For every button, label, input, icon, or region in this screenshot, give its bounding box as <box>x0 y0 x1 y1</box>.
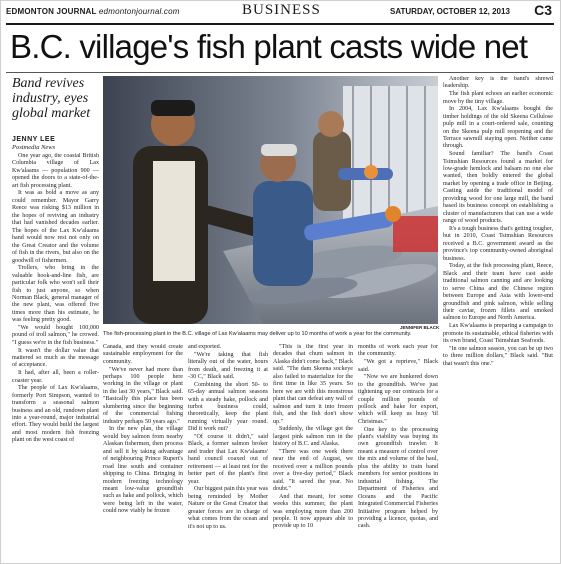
section-name: BUSINESS <box>242 2 321 18</box>
byline-author: JENNY LEE <box>12 136 56 143</box>
masthead-rule <box>6 23 554 25</box>
paragraph: One key to the processing plant's viability was buying its own groundfish trawler. It meant a measure of control over the mix and volume of the haul, plus the ability to train band members for senior positions in industrial fishing. The Department of Fisheries and Oceans and the Pacific Integrated Commercial Fisheries Initiative program helped by providing a licence, quotas, and cash. <box>358 426 438 530</box>
paragraph: "We would bought 100,000 pound of troll salmon," he crowed. "I guess we're in the fish business." <box>12 324 99 346</box>
headline: B.C. village's fish plant casts wide net <box>10 28 528 65</box>
article-column-2 <box>103 344 183 561</box>
article-column-3 <box>188 344 268 561</box>
paragraph: and exported. <box>188 344 222 350</box>
paragraph: It was as bold a move as any could remember. Mayor Garry Reece was risking $13 million in the hopes of reviving an industry that had vanished decades earlier. The hopes of the Lax Kw'alaams band would now rest not only on the Great Creator and the volume of fish in the rivers, but also on the goodwill of fishermen. <box>12 190 99 264</box>
paragraph: Canada, and they would create sustainable employment for the community. <box>103 344 183 365</box>
byline-source: Postmedia News <box>12 144 56 151</box>
paragraph: It had, after all, been a roller-coaster year. <box>12 370 99 384</box>
paragraph: "We got a reprieve," Black said. <box>358 359 438 373</box>
paragraph: Today, at the fish processing plant, Reece, Black and their team have cast aside traditional salmon canning and are looking to serve China and the Chinese region between Europe and Asia with lower-end groundfish and pink salmon, while selling their caviar, frozen fillets and smoked salmon to Europe and North America. <box>443 263 553 322</box>
paragraph: It's a tough business that's getting tougher, but in 2010, Coast Tsimshian Resources received a B.C. government award as the province's top community-owned aboriginal business. <box>443 225 553 262</box>
paragraph: "Now we are hunkered down to the groundfish. We've just tightening up our contracts for a couple million pounds of pollock and hake for export, which will keep us busy 'til Christmas." <box>358 374 438 425</box>
paragraph: Lax Kw'alaams is preparing a campaign to promote its sustainable, ethical fisheries with its own brand, Coast Tsimshian Seafoods. <box>443 323 553 344</box>
masthead <box>6 2 554 24</box>
photo-credit: JENNIFER BLACK <box>400 325 440 330</box>
paragraph: In 2004, Lax Kw'alaams bought the timber holdings of the old Skeena Cellulose pulp mill in a court-ordered sale, counting on the Skeena pulp mill reopening and the Terrace sawmill staying open. Neither came through. <box>443 106 553 150</box>
article-column-4 <box>273 344 353 561</box>
paragraph: The people of Lax Kw'alaams, formerly Port Simpson, wanted to transform a seasonal salmon business and an old, rundown plant into a year-round, major industrial effort. They would build the largest and most modern fish freezing plant on the west coast of <box>12 385 99 444</box>
paragraph: months of work each year for the community. <box>358 344 438 358</box>
news-photo <box>103 76 438 324</box>
photo-illustration <box>103 76 438 324</box>
photo-caption: The fish-processing plant in the B.C. village of Lax Kw'alaams may deliver up to 10 months of work a year for the community. <box>103 331 412 337</box>
masthead-url[interactable]: edmontonjournal.com <box>98 7 180 16</box>
paragraph: "Of course it didn't," said Black, a former salmon broker and trader that Lax Kw'alaams' band council coaxed out of retirement — at least not for the better part of the plant's first year. <box>188 434 268 485</box>
paragraph: "We're taking that fish literally out of the water, hours from death, and freezing it at -30 C," Black said. <box>188 351 268 380</box>
paragraph: And that meant, for some weeks this summer, the plant was employing more than 200 people. It now appears able to provide up to 10 <box>273 493 353 530</box>
paragraph: Our biggest pain this year was being reminded by Mother Nature or the Great Creator that greater forces are in charge of what comes from the ocean and it's not up to us. <box>188 486 268 530</box>
paragraph: "This is the first year in decades that chum salmon in Alaska didn't come back," Black said. "The dam Skeena sockeye also failed to materialize for the first time in like 35 years. So here we are with this monstrous plant that can defeat any wall of salmon and turn it into frozen fish, and the fish don't show up." <box>273 344 353 425</box>
paragraph: Another key is the band's shrewd leadership. <box>443 76 553 90</box>
paragraph: "We've never had more than perhaps 100 people here working in the village or plant in the last 30 years," Black said. "Basically this place has been slumbering since the beginning of the commercial fishing industry perhaps 50 years ago." <box>103 366 183 425</box>
article-column-1 <box>12 153 99 561</box>
page-number: C3 <box>534 2 552 18</box>
masthead-paper <box>6 7 180 16</box>
headline-rule <box>6 72 554 73</box>
article-column-6 <box>443 76 553 561</box>
paragraph: In the new plan, the village would buy salmon from nearby Alaskan fishermen, then process and sell it by taking advantage of neighbouring Prince Rupert's road line south and container shipping to China. Bringing in modern freezing technology meant low-value groundfish such as hake and pollock, which were being left in the water, could now viably be frozen <box>103 426 183 515</box>
paragraph: Suddenly, the village got the largest pink salmon run in the history of B.C. and Alaska. <box>273 426 353 448</box>
paragraph: One year ago, the coastal British Columbia village of Lax Kw'alaams — population 900 — opened the doors to a state-of-the-art fish processing plant. <box>12 153 99 189</box>
paragraph: "There was one week there near the end of August, we received over a million pounds over a five-day period," Black said. "It saved the year. No doubt." <box>273 448 353 492</box>
article-column-5 <box>358 344 438 561</box>
paragraph: "In one salmon season, you can be up two to three million dollars," Black said. "But that wasn't this one." <box>443 345 553 367</box>
deck: Band revives industry, eyes global market <box>12 76 91 121</box>
masthead-paper-name: EDMONTON JOURNAL <box>6 7 97 16</box>
paragraph: The fish plant echoes an earlier economic move by the tiny village. <box>443 91 553 105</box>
paragraph: Trollers, who bring in the valuable hook-and-line fish, are particular folk who won't sell their fish to just anyone, so when Norman Black, general manager of the new plant, was offered five times more than his estimate, he was feeling pretty good. <box>12 265 99 324</box>
paragraph: Combining the short 50- to 65-day annual salmon seasons with a steady hake, pollock and turbot business could, theoretically, keep the plant running virtually year round. Did it work out? <box>188 381 268 433</box>
paragraph: It wasn't the dollar value that mattered so much as the message of acceptance. <box>12 347 99 369</box>
issue-date: SATURDAY, OCTOBER 12, 2013 <box>390 7 510 16</box>
paragraph: Sound familiar? The band's Coast Tsimshian Resources found a market for low-grade hemlock and balsam no one else wanted, then boldly entered the global market by opening a trade office in Beijing. Casting aside the traditional model of providing wood for one large mill, the band based its business concept on establishing a cluster of manufacturers that can use a wide range of wood products. <box>443 151 553 225</box>
